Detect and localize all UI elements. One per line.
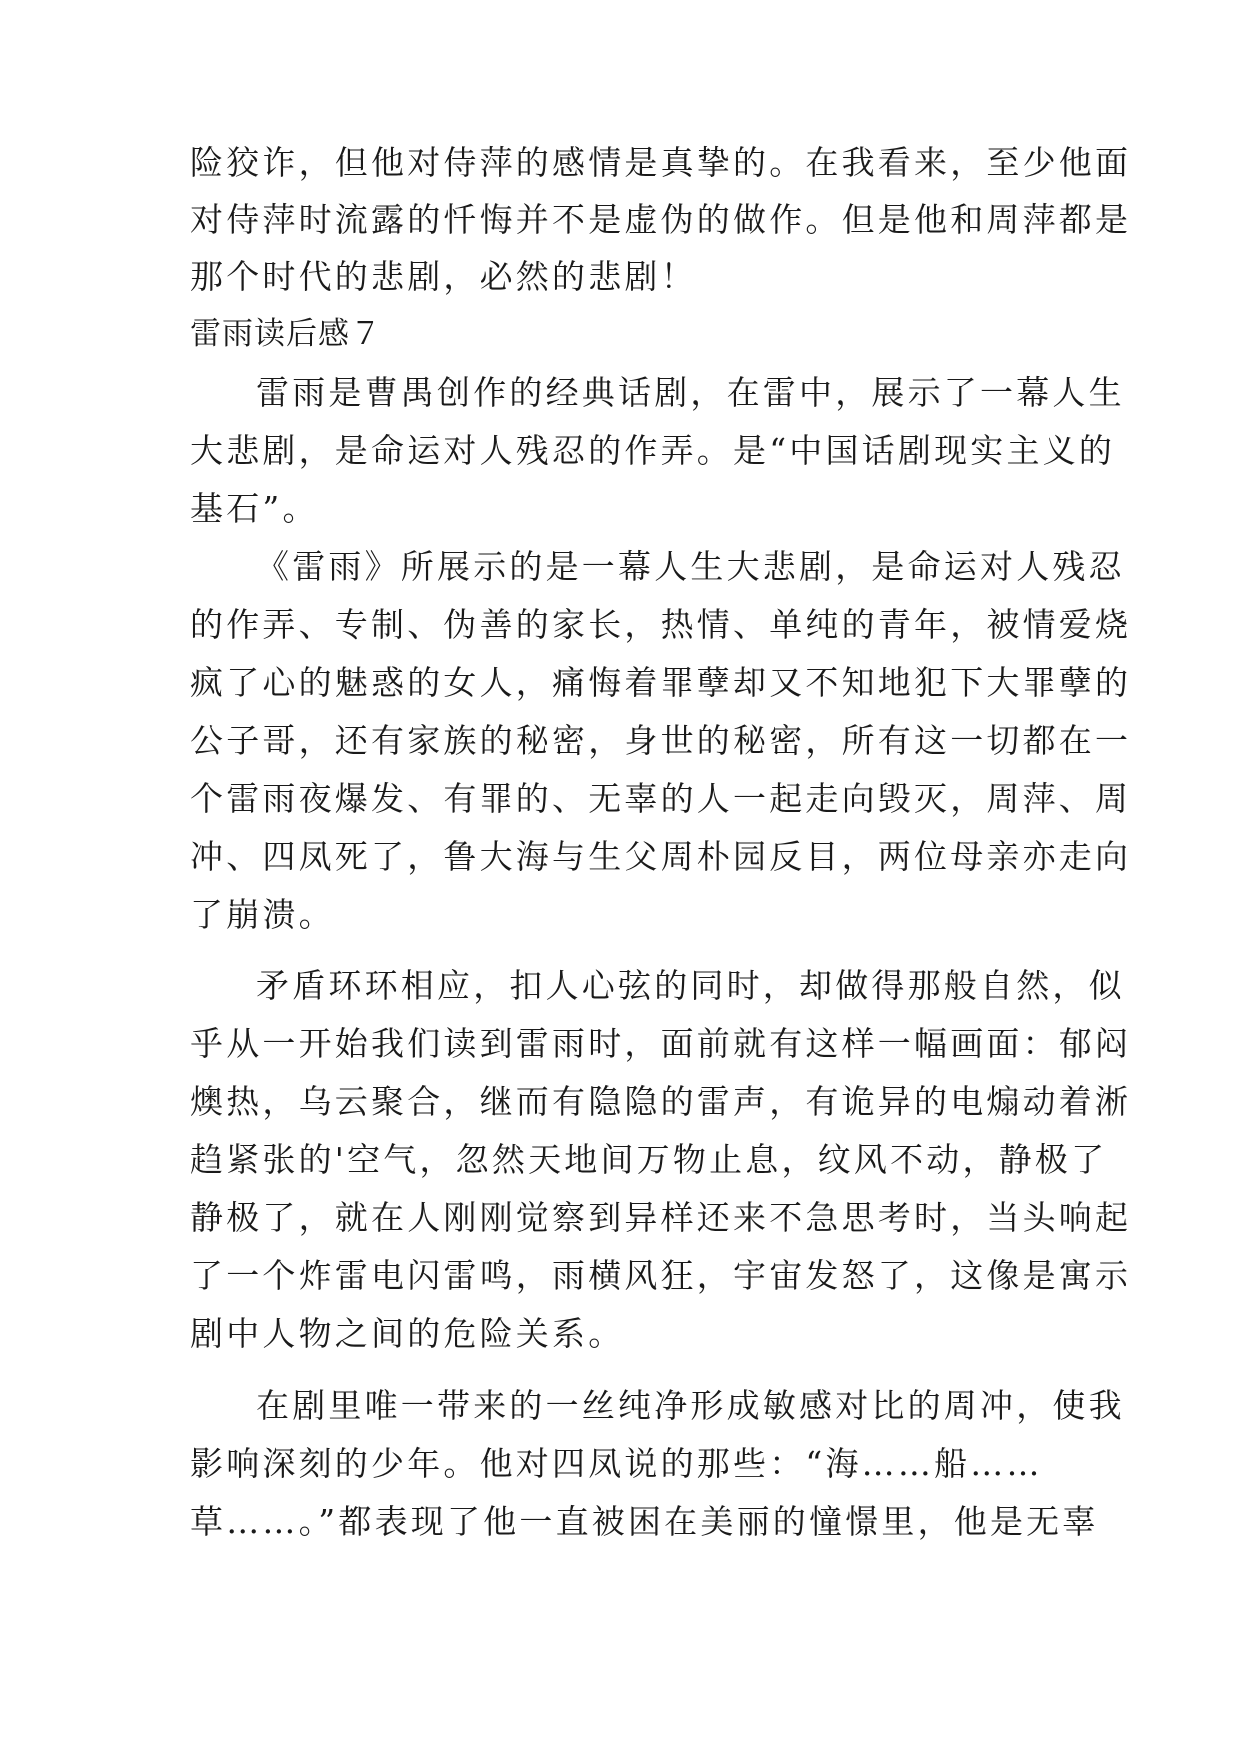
body-text-line: 影响深刻的少年。他对四凤说的那些：“海……船……: [190, 1444, 1043, 1483]
body-text-line: 《雷雨》所展示的是一幕人生大悲剧，是命运对人残忍: [256, 547, 1125, 586]
body-text-line: 那个时代的悲剧，必然的悲剧！: [190, 257, 697, 296]
body-text-line: 静极了，就在人刚刚觉察到异样还来不急思考时，当头响起: [190, 1198, 1132, 1237]
body-text-line: 乎从一开始我们读到雷雨时，面前就有这样一幅画面：郁闷: [190, 1024, 1132, 1063]
body-text-line: 燠热，乌云聚合，继而有隐隐的雷声，有诡异的电煽动着淅: [190, 1082, 1132, 1121]
body-text-line: 在剧里唯一带来的一丝纯净形成敏感对比的周冲，使我: [256, 1386, 1125, 1425]
body-text-line: 险狡诈，但他对侍萍的感情是真挚的。在我看来，至少他面: [190, 143, 1132, 182]
body-text-line: 大悲剧，是命运对人残忍的作弄。是“中国话剧现实主义的: [190, 431, 1116, 470]
body-text-line: 对侍萍时流露的忏悔并不是虚伪的做作。但是他和周萍都是: [190, 200, 1132, 239]
body-text-line: 疯了心的魅惑的女人，痛悔着罪孽却又不知地犯下大罪孽的: [190, 663, 1132, 702]
body-text-line: 趋紧张的'空气，忽然天地间万物止息，纹风不动，静极了: [190, 1140, 1108, 1179]
body-text-line: 草……。”都表现了他一直被困在美丽的憧憬里，他是无辜: [190, 1502, 1099, 1541]
section-heading: 雷雨读后感７: [190, 316, 382, 352]
body-text-line: 冲、四凤死了，鲁大海与生父周朴园反目，两位母亲亦走向: [190, 837, 1132, 876]
body-text-line: 的作弄、专制、伪善的家长，热情、单纯的青年，被情爱烧: [190, 605, 1132, 644]
body-text-line: 矛盾环环相应，扣人心弦的同时，却做得那般自然，似: [256, 966, 1125, 1005]
body-text-line: 了一个炸雷电闪雷鸣，雨横风狂，宇宙发怒了，这像是寓示: [190, 1256, 1132, 1295]
body-text-line: 雷雨是曹禺创作的经典话剧，在雷中，展示了一幕人生: [256, 373, 1125, 412]
body-text-line: 公子哥，还有家族的秘密，身世的秘密，所有这一切都在一: [190, 721, 1132, 760]
body-text-line: 个雷雨夜爆发、有罪的、无辜的人一起走向毁灭，周萍、周: [190, 779, 1132, 818]
body-text-line: 剧中人物之间的危险关系。: [190, 1314, 625, 1353]
body-text-line: 基石”。: [190, 489, 319, 528]
body-text-line: 了崩溃。: [190, 895, 335, 934]
